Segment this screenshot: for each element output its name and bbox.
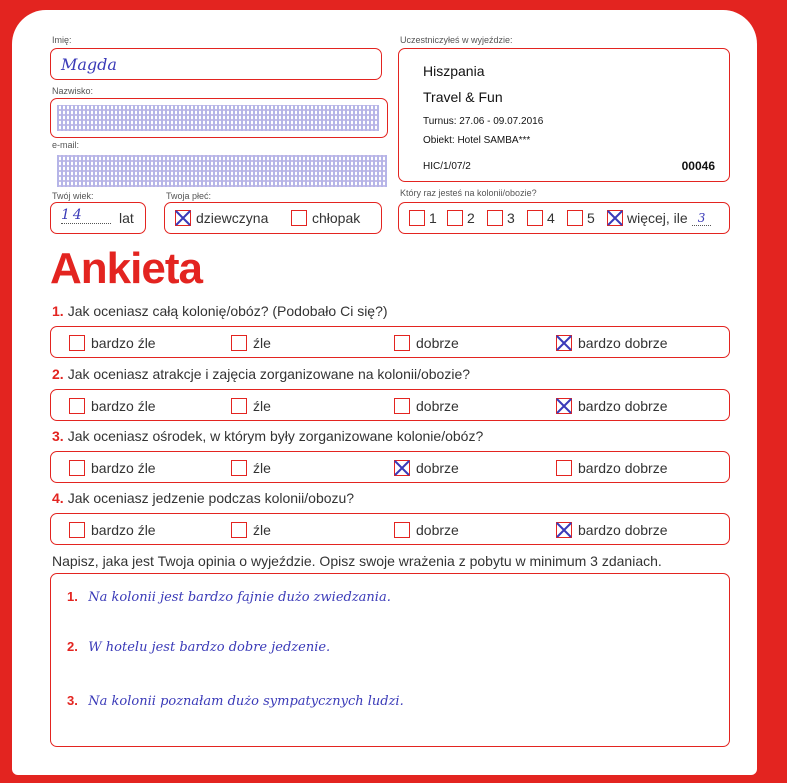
- times-2-checkbox[interactable]: [447, 210, 463, 226]
- times-4-checkbox[interactable]: [527, 210, 543, 226]
- times-1-label: 1: [429, 210, 437, 226]
- participated-label: Uczestniczyłeś w wyjeździe:: [400, 35, 513, 45]
- answer-label: źle: [253, 335, 271, 351]
- answer-label: bardzo źle: [91, 335, 156, 351]
- answer-label: dobrze: [416, 522, 459, 538]
- age-label: Twój wiek:: [52, 191, 94, 201]
- times-field: [398, 202, 730, 234]
- opinion-line-2: [67, 638, 330, 656]
- name-field[interactable]: [50, 48, 382, 80]
- times-more-checkbox[interactable]: [607, 210, 623, 226]
- times-1-checkbox[interactable]: [409, 210, 425, 226]
- answer-label: źle: [253, 460, 271, 476]
- surname-field[interactable]: [50, 98, 388, 138]
- name-label: Imię:: [52, 35, 72, 45]
- redacted-email: [57, 155, 387, 187]
- trip-turnus: Turnus: 27.06 - 09.07.2016: [423, 116, 544, 127]
- answer-option[interactable]: [69, 522, 156, 538]
- opinion-text-2: W hotelu jest bardzo dobre jedzenie.: [88, 640, 331, 655]
- opinion-line-3: [67, 692, 404, 710]
- answer-checkbox[interactable]: [556, 398, 572, 414]
- answer-label: bardzo dobrze: [578, 522, 668, 538]
- answer-checkbox[interactable]: [69, 335, 85, 351]
- answer-checkbox[interactable]: [231, 460, 247, 476]
- answer-option[interactable]: [69, 460, 156, 476]
- gender-male-checkbox[interactable]: [291, 210, 307, 226]
- answer-option[interactable]: [231, 522, 271, 538]
- gender-male-label: chłopak: [312, 210, 361, 226]
- question-number: 3.: [52, 428, 64, 444]
- age-field[interactable]: [50, 202, 146, 234]
- trip-info-box: [398, 48, 730, 182]
- answer-checkbox[interactable]: [231, 335, 247, 351]
- answer-option[interactable]: [231, 335, 271, 351]
- answer-option[interactable]: [394, 460, 459, 476]
- question-number: 2.: [52, 366, 64, 382]
- age-value: 14: [61, 207, 111, 224]
- answer-label: dobrze: [416, 398, 459, 414]
- question-text: Jak oceniasz ośrodek, w którym były zorganizowane kolonie/obóz?: [67, 428, 484, 444]
- opinion-num-2: 2.: [67, 639, 78, 654]
- question-text: Jak oceniasz całą kolonię/obóz? (Podobało Ci się?): [67, 303, 388, 319]
- survey-title: Ankieta: [50, 244, 202, 293]
- gender-label: Twoja płeć:: [166, 191, 212, 201]
- answer-label: bardzo dobrze: [578, 398, 668, 414]
- surname-label: Nazwisko:: [52, 86, 94, 96]
- email-label: e-mail:: [52, 140, 80, 150]
- answer-checkbox[interactable]: [394, 522, 410, 538]
- gender-female-checkbox[interactable]: [175, 210, 191, 226]
- answer-option[interactable]: [231, 398, 271, 414]
- question-text: Jak oceniasz atrakcje i zajęcia zorganizowane na kolonii/obozie?: [67, 366, 471, 382]
- times-2-label: 2: [467, 210, 475, 226]
- times-more-label: więcej, ile: [627, 210, 688, 226]
- opinion-num-3: 3.: [67, 693, 78, 708]
- age-unit: lat: [119, 210, 134, 226]
- answer-checkbox[interactable]: [231, 522, 247, 538]
- answer-option[interactable]: [69, 398, 156, 414]
- answer-label: bardzo źle: [91, 460, 156, 476]
- answer-label: źle: [253, 522, 271, 538]
- gender-female-label: dziewczyna: [196, 210, 269, 226]
- trip-obiekt: Obiekt: Hotel SAMBA***: [423, 135, 531, 146]
- answer-checkbox[interactable]: [69, 398, 85, 414]
- answer-label: źle: [253, 398, 271, 414]
- redacted-surname: [57, 105, 379, 131]
- times-label: Który raz jesteś na kolonii/obozie?: [400, 188, 537, 198]
- question-number: 1.: [52, 303, 64, 319]
- answer-option[interactable]: [69, 335, 156, 351]
- question-4: [52, 490, 354, 506]
- question-2-answers: [50, 389, 730, 421]
- opinion-box[interactable]: [50, 573, 730, 747]
- name-value: Magda: [61, 55, 117, 74]
- opinion-text-3: Na kolonii poznałam dużo sympatycznych ludzi.: [88, 694, 404, 709]
- question-number: 4.: [52, 490, 64, 506]
- times-4-label: 4: [547, 210, 555, 226]
- times-5-checkbox[interactable]: [567, 210, 583, 226]
- answer-checkbox[interactable]: [69, 460, 85, 476]
- question-3: [52, 428, 483, 444]
- answer-option[interactable]: [231, 460, 271, 476]
- question-2: [52, 366, 470, 382]
- answer-option[interactable]: [556, 460, 668, 476]
- answer-checkbox[interactable]: [394, 398, 410, 414]
- question-1: [52, 303, 388, 319]
- answer-label: dobrze: [416, 460, 459, 476]
- question-text: Jak oceniasz jedzenie podczas kolonii/obozu?: [67, 490, 355, 506]
- email-field[interactable]: [50, 150, 388, 190]
- trip-organizer: Travel & Fun: [423, 89, 503, 105]
- answer-checkbox[interactable]: [394, 335, 410, 351]
- question-3-answers: [50, 451, 730, 483]
- question-4-answers: [50, 513, 730, 545]
- answer-checkbox[interactable]: [69, 522, 85, 538]
- times-value: 3: [692, 211, 712, 226]
- trip-code: HIC/1/07/2: [423, 161, 471, 172]
- opinion-text-1: Na kolonii jest bardzo fajnie dużo zwiedzania.: [88, 590, 391, 605]
- answer-checkbox[interactable]: [394, 460, 410, 476]
- answer-label: bardzo dobrze: [578, 335, 668, 351]
- trip-destination: Hiszpania: [423, 63, 485, 79]
- answer-label: bardzo źle: [91, 522, 156, 538]
- answer-checkbox[interactable]: [556, 335, 572, 351]
- gender-field: [164, 202, 382, 234]
- trip-number: 00046: [681, 159, 715, 173]
- answer-checkbox[interactable]: [556, 460, 572, 476]
- times-3-label: 3: [507, 210, 515, 226]
- answer-option[interactable]: [556, 522, 668, 538]
- answer-option[interactable]: [556, 335, 668, 351]
- answer-label: bardzo dobrze: [578, 460, 668, 476]
- answer-option[interactable]: [394, 335, 459, 351]
- times-5-label: 5: [587, 210, 595, 226]
- answer-checkbox[interactable]: [231, 398, 247, 414]
- answer-option[interactable]: [394, 398, 459, 414]
- answer-checkbox[interactable]: [556, 522, 572, 538]
- opinion-prompt: Napisz, jaka jest Twoja opinia o wyjeździe. Opisz swoje wrażenia z pobytu w minimum 3 zdaniach.: [52, 553, 662, 569]
- opinion-line-1: [67, 588, 391, 606]
- answer-label: bardzo źle: [91, 398, 156, 414]
- answer-option[interactable]: [394, 522, 459, 538]
- question-1-answers: [50, 326, 730, 358]
- answer-option[interactable]: [556, 398, 668, 414]
- answer-label: dobrze: [416, 335, 459, 351]
- times-3-checkbox[interactable]: [487, 210, 503, 226]
- opinion-num-1: 1.: [67, 589, 78, 604]
